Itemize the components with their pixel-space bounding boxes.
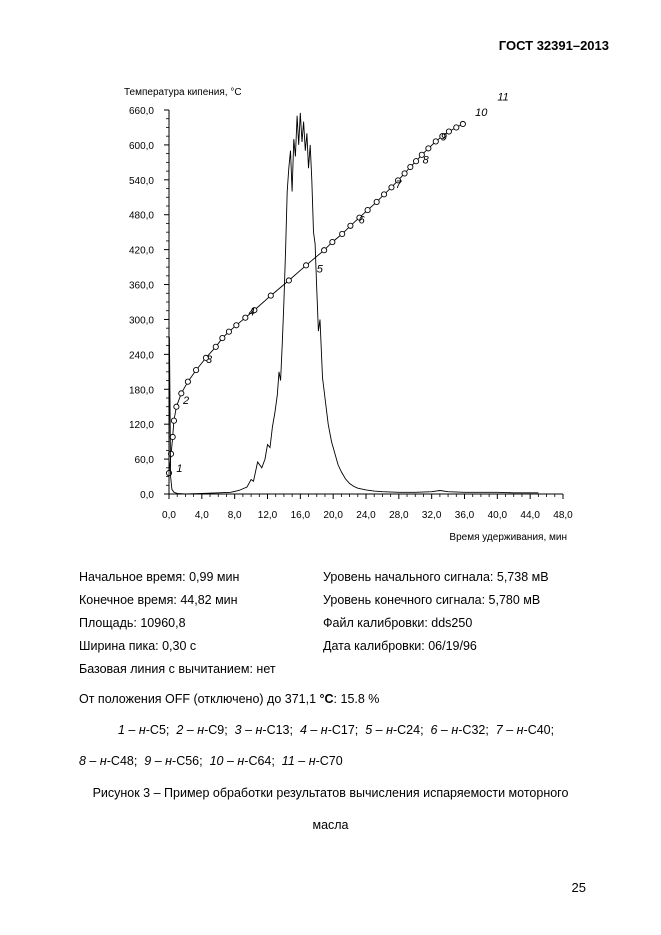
calibration-point [170,434,175,439]
legend-prefix: н [320,723,328,737]
x-tick-label: 20,0 [323,510,343,521]
x-tick-label: 40,0 [487,510,508,521]
calibration-file: Файл калибровки: dds250 [323,616,473,630]
calibration-point [340,231,345,236]
calibration-point [402,171,407,176]
calibration-point [365,207,370,212]
calibration-label: 3 [205,354,213,367]
legend-item: 9 – н-C56; [144,754,210,768]
calibration-point [330,239,335,244]
y-tick-label: 300,0 [128,315,154,327]
legend-prefix: н [386,723,393,737]
legend-item: 2 – н-C9; [176,723,235,737]
legend-item: 8 – н-C48; [79,754,145,768]
y-axis-title: Температура кипения, °С [124,87,242,98]
legend-compound: C32 [462,723,486,737]
y-tick-label: 600,0 [128,140,154,152]
x-tick-label: 36,0 [454,510,475,521]
legend-compound: C5 [149,723,166,737]
legend-prefix: н [451,723,459,737]
legend-item: 11 – н-C70 [281,754,343,768]
calibration-label: 8 [422,154,429,167]
calibration-point [286,278,291,283]
y-tick-label: 360,0 [128,280,154,292]
y-tick-label: 120,0 [128,420,154,432]
legend-number: 2 [176,723,184,737]
calibration-label: 7 [395,178,402,191]
x-tick-label: 0,0 [162,510,176,521]
legend-prefix: н [516,723,524,737]
calibration-point [381,192,386,197]
legend-item: 5 – н-C24; [365,723,431,737]
calibration-label: 1 [176,462,183,475]
calibration-point [446,129,451,134]
calibration-point [268,293,273,298]
calibration-point [226,329,231,334]
calibration-point [413,159,418,164]
y-tick-label: 240,0 [128,350,154,362]
legend-prefix: н [99,754,107,768]
plot-area [166,92,538,494]
chromatogram-line [169,113,538,494]
legend-prefix: н [165,754,173,768]
calibration-point [454,125,459,130]
legend-item: 1 – н-C5; [118,723,177,737]
calibration-label: 5 [316,263,323,276]
legend-compound: C17 [331,723,355,737]
calibration-curve [169,124,463,473]
y-tick-label: 540,0 [128,175,154,187]
legend-prefix: н [237,754,245,768]
y-tick-label: 480,0 [128,210,154,222]
legend-compound: C40 [527,723,551,737]
legend-item: 7 – н-C40; [495,723,562,737]
legend-compound: C64 [248,754,272,768]
legend-prefix: н [255,723,263,737]
legend-compound: C13 [266,723,290,737]
legend-number: 8 [79,754,86,768]
calibration-label: 9 [440,131,447,144]
y-tick-label: 660,0 [128,106,154,117]
calibration-label: 10 [475,106,488,119]
legend-item: 3 – н-C13; [234,723,300,737]
evaporation-result: От положения OFF (отключено) до 371,1 °С: 15.8 % [79,692,380,706]
standard-header: ГОСТ 32391–2013 [498,38,609,53]
legend-number: 7 [495,723,503,737]
start-signal: Уровень начального сигнала: 5,738 мВ [323,570,549,584]
calibration-point [185,379,190,384]
calibration-point [243,315,248,320]
legend-number: 6 [430,723,438,737]
y-tick-label: 0,0 [140,490,154,501]
calibration-point [171,418,176,423]
calibration-date: Дата калибровки: 06/19/96 [323,639,477,653]
area: Площадь: 10960,8 [79,616,186,630]
legend-number: 4 [299,723,307,737]
legend-number: 11 [281,754,295,768]
x-tick-label: 44,0 [520,510,540,521]
legend-prefix: н [308,754,316,768]
calibration-label: 2 [182,394,190,407]
legend-line-1 [118,723,561,737]
y-tick-label: 60,0 [134,455,154,467]
legend-item: 4 – н-C17; [299,723,366,737]
legend-item: 10 – н-C64; [209,754,282,768]
legend-line-2 [79,754,343,768]
x-tick-label: 24,0 [356,510,376,521]
calibration-point [426,146,431,151]
axes [129,106,573,521]
figure-caption-line-1: Рисунок 3 – Пример обработки результатов вычисления испаряемости моторного [92,786,569,800]
calibration-point [322,248,327,253]
legend-item: 6 – н-C32; [430,723,496,737]
calibration-point [433,139,438,144]
page-number: 25 [571,880,586,895]
end-time: Конечное время: 44,82 мин [79,593,238,607]
legend-number: 1 [118,723,125,737]
legend-number: 9 [144,754,152,768]
calibration-point [213,344,218,349]
legend-number: 3 [234,723,242,737]
figure-caption-line-2: масла [312,818,349,832]
legend-prefix: н [197,723,205,737]
start-time: Начальное время: 0,99 мин [79,570,240,584]
legend-prefix: н [138,723,146,737]
calibration-point [303,263,308,268]
legend-number: 10 [209,754,224,768]
x-tick-label: 28,0 [389,510,409,521]
calibration-point [193,367,198,372]
x-tick-label: 48,0 [553,510,573,521]
end-signal: Уровень конечного сигнала: 5,780 мВ [323,593,541,607]
x-tick-label: 4,0 [194,510,209,521]
x-tick-label: 12,0 [257,510,278,521]
calibration-label: 6 [358,214,365,227]
peak-width: Ширина пика: 0,30 с [79,639,197,653]
calibration-point [460,121,465,126]
y-tick-label: 420,0 [128,245,154,257]
calibration-point [220,335,225,340]
legend-compound: C48 [110,754,134,768]
calibration-point [389,185,394,190]
x-tick-label: 16,0 [290,510,311,521]
legend-compound: C24 [397,723,421,737]
calibration-label: 4 [248,306,255,319]
legend-compound: C56 [176,754,200,768]
x-axis-title: Время удерживания, мин [449,532,567,543]
legend-compound: C70 [319,754,343,768]
calibration-point [374,199,379,204]
baseline: Базовая линия с вычитанием: нет [79,662,276,676]
legend-compound: C9 [208,723,225,737]
calibration-label: 11 [497,91,509,104]
x-tick-label: 8,0 [227,510,242,521]
calibration-point [348,223,353,228]
calibration-point [408,164,413,169]
legend-number: 5 [365,723,373,737]
x-tick-label: 32,0 [421,510,442,521]
calibration-point [234,323,239,328]
y-tick-label: 180,0 [128,385,154,397]
calibration-point [174,404,179,409]
